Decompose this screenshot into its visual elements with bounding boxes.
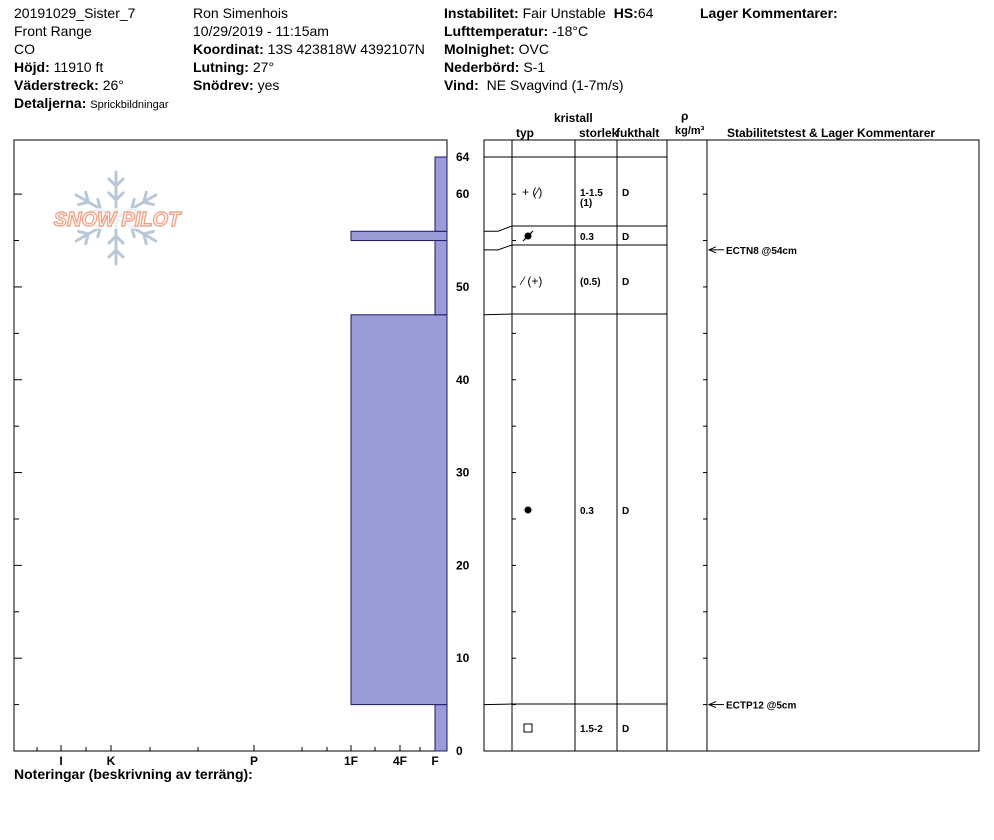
moisture-value: D	[622, 232, 630, 243]
pit-name: 20191029_Sister_7	[14, 5, 136, 21]
air-temp-label: Lufttemperatur:	[444, 23, 549, 39]
coordinate-label: Koordinat:	[193, 41, 264, 57]
layer-comments-label: Lager Kommentarer:	[700, 5, 838, 21]
aspect-value: 26°	[102, 77, 124, 93]
grain-type-symbol: + (⁄)	[522, 185, 543, 199]
test-label: ECTP12 @5cm	[726, 700, 797, 712]
wind-value: NE Svagvind (1-7m/s)	[486, 77, 624, 93]
strata-rows	[519, 185, 629, 735]
coordinate-value: 13S 423818W 4392107N	[267, 41, 425, 57]
precip-value: S-1	[523, 59, 546, 75]
grain-size: 0.3	[580, 506, 594, 517]
stability-tests	[709, 246, 797, 712]
moisture-value: D	[622, 506, 630, 517]
hardness-bar-4	[435, 157, 447, 231]
stratum-row-2	[519, 274, 629, 288]
wind-label: Vind:	[444, 77, 479, 93]
elevation-value: 11910 ft	[53, 59, 104, 75]
depth-tick-label: 40	[456, 372, 470, 387]
details-label: Detaljerna:	[14, 95, 87, 111]
type-header: typ	[516, 126, 534, 140]
elevation-label: Höjd:	[14, 59, 50, 75]
moisture-value: D	[622, 724, 630, 735]
stratum-connector	[484, 226, 512, 231]
stability-header: Stabilitetstest & Lager Kommentarer	[727, 126, 936, 140]
slope-value: 27°	[252, 59, 275, 75]
logo-text: SNOW PILOT	[53, 209, 181, 231]
drift-value: yes	[257, 77, 280, 93]
hardness-tick-label-F: F	[431, 754, 439, 768]
slope-label: Lutning:	[193, 59, 249, 75]
hardness-bar-0	[435, 705, 447, 751]
hardness-bar-3	[351, 231, 447, 240]
depth-tick-label: 30	[456, 465, 470, 480]
grain-type-symbol: ⁄ (+)	[522, 274, 543, 288]
rho-header: ρ	[681, 109, 689, 123]
aspect-label: Väderstreck:	[14, 77, 99, 93]
grain-size: (0.5)	[580, 277, 601, 288]
grain-rounded-icon	[525, 507, 532, 514]
grain-size: 0.3	[580, 232, 594, 243]
hs-label: HS:	[613, 5, 638, 21]
notes-label: Noteringar (beskrivning av terräng):	[14, 766, 253, 782]
stratum-row-3	[525, 506, 630, 517]
hardness-bar-2	[435, 241, 447, 315]
sky-value: OVC	[518, 41, 549, 57]
depth-tick-label: 20	[456, 558, 470, 573]
stability-test-1	[709, 701, 796, 712]
depth-tick-label: 10	[456, 651, 470, 666]
depth-tick-label: 0	[456, 744, 463, 758]
sky-label: Molnighet:	[444, 41, 515, 57]
hardness-tick-label-1F: 1F	[343, 754, 359, 768]
hardness-tick-label-P: P	[249, 754, 259, 768]
density-unit-header: kg/m³	[675, 125, 705, 137]
test-label: ECTN8 @54cm	[726, 245, 797, 257]
grain-size: 1-1.5	[580, 188, 603, 199]
moisture-header: fukthalt	[616, 126, 660, 140]
stratum-row-4	[524, 724, 629, 735]
hardness-tick-label-K: K	[106, 754, 116, 768]
moisture-value: D	[622, 188, 630, 199]
precip-label: Nederbörd:	[444, 59, 520, 75]
grain-size-sub: (1)	[580, 198, 593, 209]
grain-faceted-icon	[524, 724, 532, 732]
depth-tick-label: 64	[456, 150, 470, 164]
snowpilot-logo	[40, 172, 194, 264]
observer-name: Ron Simenhois	[193, 5, 288, 21]
stratum-connector	[484, 704, 512, 705]
stratum-row-1	[523, 231, 629, 243]
table-border	[484, 140, 979, 751]
hardness-bars	[351, 157, 447, 751]
hardness-bar-1	[351, 315, 447, 705]
depth-tick-label: 60	[456, 187, 470, 202]
instability-value: Fair Unstable	[522, 5, 606, 21]
strata-table-grid	[484, 140, 979, 751]
range-name: Front Range	[14, 23, 92, 39]
stratum-connector	[484, 314, 512, 315]
state-name: CO	[14, 41, 35, 57]
hs-value: 64	[637, 5, 654, 21]
hardness-tick-label-I: I	[59, 754, 63, 768]
observation-datetime: 10/29/2019 - 11:15am	[193, 23, 329, 39]
depth-tick-label: 50	[456, 279, 470, 294]
instability-label: Instabilitet:	[444, 5, 519, 21]
stratum-row-0	[522, 185, 629, 209]
crystal-header: kristall	[554, 111, 593, 125]
stability-test-0	[709, 246, 797, 257]
drift-label: Snödrev:	[193, 77, 254, 93]
air-temp-value: -18°C	[552, 23, 589, 39]
details-value: Sprickbildningar	[90, 99, 169, 111]
moisture-value: D	[622, 277, 630, 288]
stratum-connector	[484, 245, 512, 250]
size-header: storlek	[579, 126, 619, 140]
grain-size: 1.5-2	[580, 724, 603, 735]
hardness-tick-label-4F: 4F	[392, 754, 408, 768]
